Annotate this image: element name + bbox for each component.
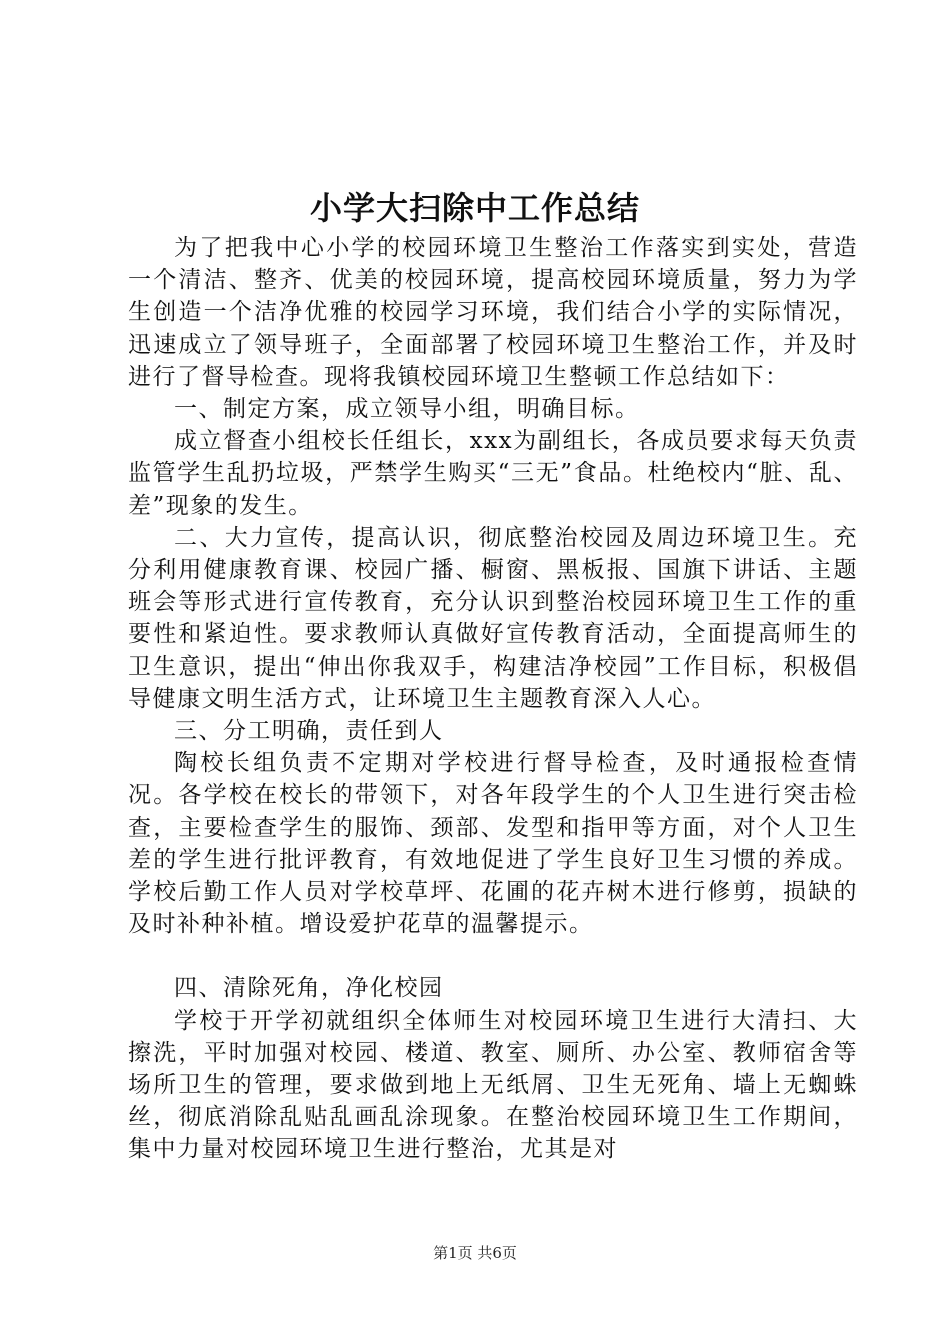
document-body <box>128 232 858 1166</box>
page-footer: 第1页 共6页 <box>433 1244 517 1262</box>
section-paragraph-1: 成立督查小组校长任组长，xxx为副组长，各成员要求每天负责监管学生乱扔垃圾，严禁学生购买“三无”食品。杜绝校内“脏、乱、差”现象的发生。 <box>128 428 858 519</box>
paragraph-spacer <box>128 940 858 972</box>
section-heading-4: 四、清除死角，净化校园 <box>174 975 444 1002</box>
intro-paragraph: 为了把我中心小学的校园环境卫生整治工作落实到实处，营造一个清洁、整齐、优美的校园环境，提高校园环境质量，努力为学生创造一个洁净优雅的校园学习环境，我们结合小学的实际情况，迅速成立了领导班子，全面部署了校园环境卫生整治工作，并及时进行了督导检查。现将我镇校园环境卫生整顿工作总结如下： <box>128 235 858 390</box>
section-paragraph-4: 学校于开学初就组织全体师生对校园环境卫生进行大清扫、大擦洗，平时加强对校园、楼道、教室、厕所、办公室、教师宿舍等场所卫生的管理，要求做到地上无纸屑、卫生无死角、墙上无蜘蛛丝，彻底消除乱贴乱画乱涂现象。在整治校园环境卫生工作期间，集中力量对校园环境卫生进行整治，尤其是对 <box>128 1007 858 1163</box>
section-paragraph-3: 陶校长组负责不定期对学校进行督导检查，及时通报检查情况。各学校在校长的带领下，对各年段学生的个人卫生进行突击检查，主要检查学生的服饰、颈部、发型和指甲等方面，对个人卫生差的学生进行批评教育，有效地促进了学生良好卫生习惯的养成。学校后勤工作人员对学校草坪、花圃的花卉树木进行修剪，损缺的及时补种补植。增设爱护花草的温馨提示。 <box>128 750 858 938</box>
section-heading-1: 一、制定方案，成立领导小组，明确目标。 <box>174 396 640 423</box>
section-paragraph-2: 二、大力宣传，提高认识，彻底整治校园及周边环境卫生。充分利用健康教育课、校园广播、橱窗、黑板报、国旗下讲话、主题班会等形式进行宣传教育，充分认识到整治校园环境卫生工作的重要性和紧迫性。要求教师认真做好宣传教育活动，全面提高师生的卫生意识，提出“伸出你我双手，构建洁净校园”工作目标，积极倡导健康文明生活方式，让环境卫生主题教育深入人心。 <box>128 524 858 712</box>
document-title: 小学大扫除中工作总结 <box>309 189 640 227</box>
section-heading-3: 三、分工明确，责任到人 <box>174 718 444 745</box>
